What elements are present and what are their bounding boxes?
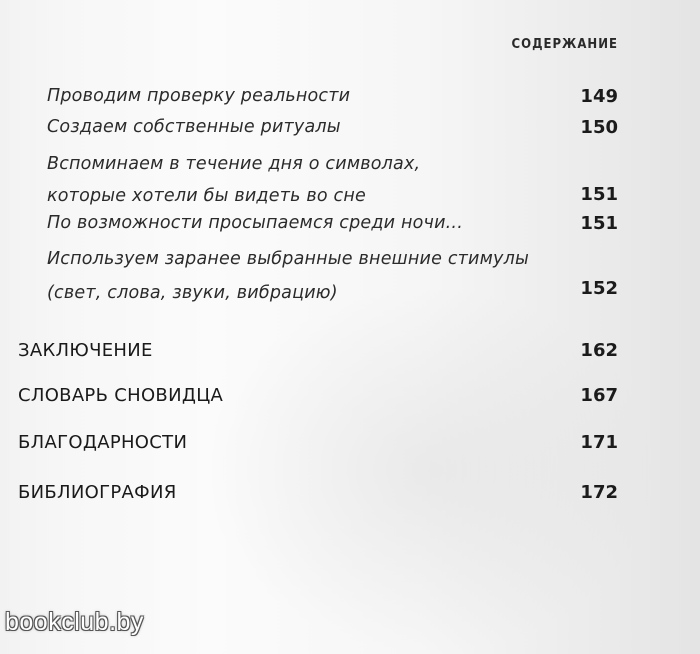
toc-entry-page: 167 — [580, 385, 618, 406]
toc-entry-title: Создаем собственные ритуалы — [47, 117, 341, 137]
toc-entry-title — [47, 148, 420, 212]
toc-entry-page: 149 — [580, 86, 618, 107]
toc-entry-title: Проводим проверку реальности — [47, 86, 351, 106]
toc-entry-page: 152 — [580, 278, 618, 299]
toc-entry-page: 151 — [580, 184, 618, 205]
toc-entry-page: 172 — [580, 482, 618, 503]
toc-entry-page: 150 — [580, 117, 618, 138]
toc-entry-title: БИБЛИОГРАФИЯ — [18, 482, 177, 503]
toc-entry-title: СЛОВАРЬ СНОВИДЦА — [18, 385, 224, 406]
toc-entry-title-line2: которые хотели бы видеть во сне — [47, 186, 366, 206]
toc-entry-title: БЛАГОДАРНОСТИ — [18, 432, 188, 453]
page-header: СОДЕРЖАНИЕ — [511, 37, 618, 52]
toc-entry-page: 162 — [580, 340, 618, 361]
toc-entry-title: ЗАКЛЮЧЕНИЕ — [18, 340, 153, 361]
toc-entry-title-line1: Вспоминаем в течение дня о символах, — [47, 154, 421, 174]
watermark: bookclub.by — [5, 608, 144, 636]
toc-entry-page: 171 — [580, 432, 618, 453]
toc-entry-page: 151 — [580, 213, 618, 234]
toc-entry-title: По возможности просыпаемся среди ночи... — [47, 213, 463, 233]
toc-entry-title-line2: (свет, слова, звуки, вибрацию) — [47, 283, 338, 303]
toc-entry-title-line1: Используем заранее выбранные внешние стимулы — [47, 249, 529, 269]
toc-entry-title — [47, 242, 529, 310]
